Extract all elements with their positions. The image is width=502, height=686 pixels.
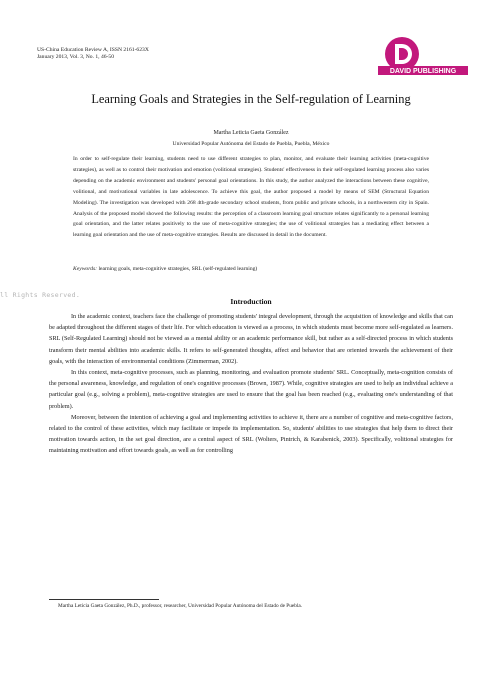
author-affiliation: Universidad Popular Autónoma del Estado de Puebla, Puebla, México [172,141,330,147]
paragraph: Moreover, between the intention of achieving a goal and implementing activities to achieve it, there are a number of cognitive and meta-cognitive factors, related to the control of these activities, which may facilitate or impede its implementation. So, students' abilities to use strategies that help them to direct their motivation towards action, in the set goal direction, are a central aspect of SRL (Wolters, Pintrich, & Karabenick, 2003). Specifically, volitional strategies for maintaining motivation and effort towards goals, as well as for controlling [49,413,453,455]
keywords [73,266,429,272]
publisher-logo [358,36,478,78]
paper-title: Learning Goals and Strategies in the Self-regulation of Learning [91,92,411,106]
paragraph: In this context, meta-cognitive processes, such as planning, monitoring, and evaluation promote students' SRL. Conceptually, meta-cognition consists of the personal awareness, knowledge, and regulation of one's cognitive processes (Brown, 1987). While, cognitive strategies are used to help an individual achieve a particular goal (e.g., solving a problem), meta-cognitive strategies are used to ensure that the goal has been reached (e.g., evaluating one's understanding of that problem). [49,369,453,410]
journal-issn: US-China Education Review A, ISSN 2161-623X [37,47,149,53]
author-name: Martha Leticia Gaeta González [213,130,289,136]
keywords-text: learning goals, meta-cognitive strategies, SRL (self-regulated learning) [98,266,258,272]
journal-header [37,47,149,61]
body-text [49,311,453,457]
journal-issue: January 2013, Vol. 3, No. 1, 46-50 [37,54,115,61]
section-heading: Introduction [230,297,272,306]
paragraph: In the academic context, teachers face the challenge of promoting students' integral development, through the acquisition of knowledge and skills that can be adapted throughout the different stages of their life. For which education is viewed as a process, in which students must become more self-regulated as learners. SRL (Self-Regulated Learning) should not be viewed as a mental ability or an academic performance skill, but rather as a self-directed process in which students transform their mental abilities into academic skills. It refers to self-generated thoughts, affect and behavior that are oriented towards the achievement of their goals, with the interaction of environmental conditions (Zimmerman, 2002). [49,313,453,365]
keywords-label: Keywords: [73,266,98,272]
footnote-divider [49,599,159,600]
footnote: Martha Leticia Gaeta González, Ph.D., professor, researcher, Universidad Popular Autónoma del Estado de Puebla. [58,603,303,609]
watermark: ll Rights Reserved. [0,291,81,299]
publisher-logo-text: DAVID PUBLISHING [389,68,457,76]
abstract: In order to self-regulate their learning, students need to use different strategies to plan, monitor, and evaluate their learning activities (meta-cognitive strategies), as well as to control their motivation and emotion (volitional strategies). Students' effectiveness in their self-regulated learning process also varies depending on the academic environment and students' personal goal orientations. In this study, the author analyzed the interactions between these cognitive, volitional, and motivational variables in late adolescence. To achieve this goal, the author proposed a model by means of SEM (Structural Equation Modeling). The investigation was developed with 268 4th-grade secondary school students, from public and private schools, in a northwestern city in Spain. Analysis of the proposed model showed the following results: the perception of a classroom learning goal structure relates significantly to a personal learning goal orientation, and the latter relates positively to the use of meta-cognitive strategies; the use of volitional strategies has a mediating effect between a learning goal orientation and the use of meta-cognitive strategies. Results are discussed in detail in the document. [73,156,429,239]
